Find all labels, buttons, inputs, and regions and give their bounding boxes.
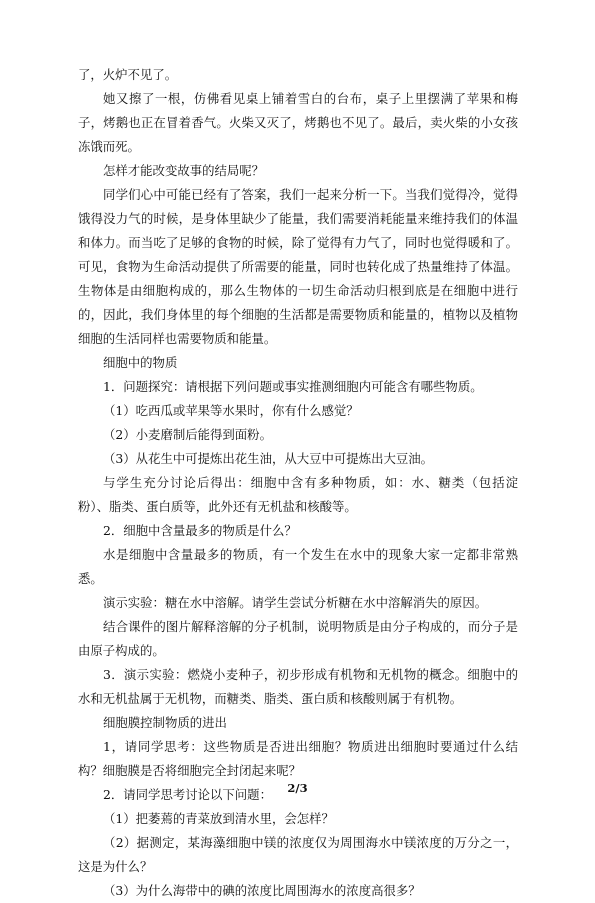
paragraph: 2．细胞中含量最多的物质是什么？	[103, 523, 297, 538]
paragraph: 2．请同学思考讨论以下问题：	[103, 787, 272, 802]
paragraph: 结合课件的图片解释溶解的分子机制，说明物质是由分子构成的，而分子是由原子构成的。	[78, 619, 518, 658]
section-heading: 细胞膜控制物质的进出	[103, 715, 227, 730]
paragraph: 了，火炉不见了。	[78, 67, 178, 82]
list-item: （1）吃西瓜或苹果等水果时，你有什么感觉？	[103, 403, 359, 418]
document-body	[78, 63, 518, 903]
page-number: 2/3	[287, 781, 308, 795]
paragraph: 演示实验：糖在水中溶解。请学生尝试分析糖在水中溶解消失的原因。	[103, 595, 488, 610]
paragraph: 3．演示实验：燃烧小麦种子，初步形成有机物和无机物的概念。细胞中的水和无机盐属于无机物，而糖类、脂类、蛋白质和核酸则属于有机物。	[78, 667, 518, 706]
paragraph: 同学们心中可能已经有了答案，我们一起来分析一下。当我们觉得冷，觉得饿得没力气的时候，是身体里缺少了能量，我们需要消耗能量来维持我们的体温和体力。而当吃了足够的食物的时候，除了觉得有力气了，同时也觉得暖和了。可见，食物为生命活动提供了所需要的能量，同时也转化成了热量维持了体温。生物体是由细胞构成的，那么生物体的一切生命活动归根到底是在细胞中进行的，因此，我们身体里的每个细胞的生活都是需要物质和能量的，植物以及植物细胞的生活同样也需要物质和能量。	[78, 187, 518, 346]
paragraph: 1，请同学思考：这些物质是否进出细胞？物质进出细胞时要通过什么结构？细胞膜是否将细胞完全封闭起来呢？	[78, 739, 518, 778]
paragraph: 怎样才能改变故事的结局呢？	[103, 163, 265, 178]
list-item: （2）小麦磨制后能得到面粉。	[103, 427, 272, 442]
paragraph: 1．问题探究：请根据下列问题或事实推测细胞内可能含有哪些物质。	[103, 379, 483, 394]
paragraph: 与学生充分讨论后得出：细胞中含有多种物质，如：水、糖类（包括淀粉）、脂类、蛋白质等，此外还有无机盐和核酸等。	[78, 475, 518, 514]
list-item: （2）据测定，某海藻细胞中镁的浓度仅为周围海水中镁浓度的万分之一，这是为什么？	[78, 835, 518, 874]
list-item: （1）把萎蔫的青菜放到清水里，会怎样？	[103, 811, 334, 826]
section-heading: 细胞中的物质	[103, 355, 178, 370]
paragraph: 水是细胞中含量最多的物质，有一个发生在水中的现象大家一定都非常熟悉。	[78, 547, 518, 586]
list-item: （3）从花生中可提炼出花生油，从大豆中可提炼出大豆油。	[103, 451, 434, 466]
paragraph: 她又擦了一根，仿佛看见桌上铺着雪白的台布，桌子上里摆满了苹果和梅子，烤鹅也正在冒着香气。火柴又灭了，烤鹅也不见了。最后，卖火柴的小女孩冻饿而死。	[78, 91, 518, 154]
list-item: （3）为什么海带中的碘的浓度比周围海水的浓度高很多？	[103, 883, 421, 898]
